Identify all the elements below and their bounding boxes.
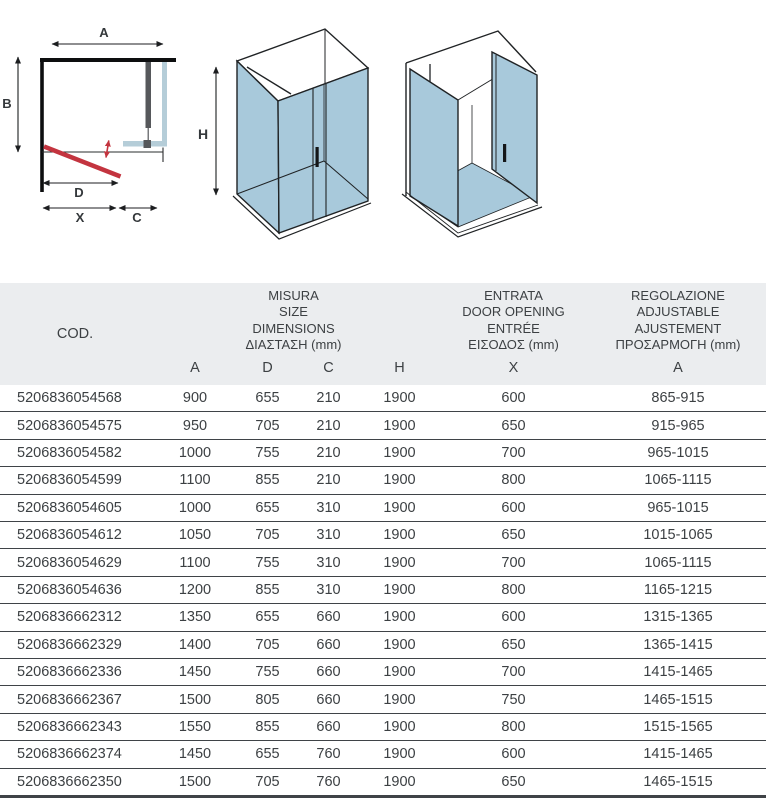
cell-value: 1900 — [383, 417, 416, 434]
plan-open-door-red — [44, 147, 121, 177]
cell-value: 210 — [316, 445, 341, 462]
cell-value: 1900 — [383, 691, 416, 708]
table-row — [0, 577, 766, 604]
dimension-a-label: A — [99, 25, 109, 40]
table-row — [0, 714, 766, 741]
plan-fixed-panel-vertical — [162, 62, 167, 145]
cell-value: 700 — [501, 554, 526, 571]
cell-value: 760 — [316, 773, 341, 790]
cell-value: 705 — [255, 417, 280, 434]
plan-door-panel — [146, 62, 152, 128]
cell-value: 700 — [501, 445, 526, 462]
cell-value: 650 — [501, 527, 526, 544]
table-row — [0, 440, 766, 467]
cell-code: 5206836662343 — [17, 719, 122, 736]
cell-value: 1315-1365 — [643, 609, 713, 626]
cell-value: 1200 — [178, 582, 212, 599]
table-row — [0, 604, 766, 631]
cell-value: 1500 — [178, 691, 212, 708]
cell-value: 1400 — [178, 636, 212, 653]
group-header-line: MISURA — [268, 288, 319, 303]
cell-code: 5206836662374 — [17, 746, 122, 763]
cell-value: 700 — [501, 664, 526, 681]
cell-value: 1350 — [178, 609, 212, 626]
subheader-a2: A — [673, 360, 683, 376]
cell-value: 800 — [501, 719, 526, 736]
cell-value: 1500 — [178, 773, 212, 790]
cell-value: 1415-1465 — [643, 746, 713, 763]
cell-value: 805 — [255, 691, 280, 708]
cell-value: 600 — [501, 390, 526, 407]
dimension-h-label: H — [197, 126, 209, 142]
cell-value: 755 — [255, 554, 280, 571]
table-row — [0, 686, 766, 713]
cell-value: 705 — [255, 527, 280, 544]
cell-value: 855 — [255, 582, 280, 599]
dimension-x-label: X — [75, 210, 85, 225]
cell-value: 310 — [316, 527, 341, 544]
cell-value: 1900 — [383, 609, 416, 626]
cell-value: 1900 — [383, 390, 416, 407]
group-header-line: AJUSTEMENT — [634, 320, 722, 336]
plan-swing-arrow — [106, 141, 109, 158]
dimension-d-label: D — [74, 185, 84, 200]
cell-value: 655 — [255, 499, 280, 516]
cell-value: 965-1015 — [647, 445, 709, 462]
cell-value: 1450 — [178, 664, 212, 681]
cell-value: 1900 — [383, 582, 416, 599]
cell-value: 600 — [501, 746, 526, 763]
cell-value: 1165-1215 — [643, 582, 713, 599]
cell-value: 660 — [316, 609, 341, 626]
group-header-line: REGOLAZIONE — [631, 288, 725, 303]
iso-open-inner-edge — [458, 77, 496, 100]
cell-code: 5206836054636 — [17, 582, 122, 599]
cell-value: 650 — [501, 417, 526, 434]
cell-value: 950 — [182, 417, 208, 434]
column-header-cod: COD. — [56, 326, 94, 342]
cell-value: 660 — [316, 691, 341, 708]
cell-value: 755 — [255, 664, 280, 681]
dimension-c-label: C — [132, 210, 142, 225]
group-header-line: ENTRÉE — [487, 320, 540, 336]
cell-value: 1900 — [383, 746, 416, 763]
cell-value: 650 — [501, 636, 526, 653]
table-row — [0, 769, 766, 795]
cell-value: 310 — [316, 582, 341, 599]
cell-value: 1900 — [383, 719, 416, 736]
iso-closed-handle — [316, 147, 319, 167]
cell-value: 1900 — [383, 527, 416, 544]
group-header-line: DIMENSIONS — [252, 320, 335, 336]
cell-value: 1550 — [178, 719, 212, 736]
cell-value: 1900 — [383, 554, 416, 571]
cell-value: 1365-1415 — [643, 636, 713, 653]
cell-value: 800 — [501, 472, 526, 489]
group-header-line: DOOR OPENING — [462, 304, 565, 320]
cell-value: 600 — [501, 499, 526, 516]
cell-value: 660 — [316, 636, 341, 653]
table-row — [0, 741, 766, 768]
cell-value: 1900 — [383, 499, 416, 516]
group-header-line: ENTRATA — [484, 288, 543, 303]
cell-value: 660 — [316, 719, 341, 736]
cell-code: 5206836054575 — [17, 417, 122, 434]
plan-view-diagram — [2, 25, 176, 225]
cell-code: 5206836054568 — [17, 390, 122, 407]
cell-value: 1900 — [383, 664, 416, 681]
group-header-line: SIZE — [279, 304, 308, 320]
group-header-line: ΕΙΣΟΔΟΣ (mm) — [468, 337, 559, 353]
cell-value: 760 — [316, 746, 341, 763]
cell-value: 755 — [255, 445, 280, 462]
group-header-regolazione — [590, 283, 766, 357]
group-header-line: ADJUSTABLE — [636, 304, 720, 320]
iso-view-open — [402, 31, 542, 237]
technical-diagrams — [0, 0, 766, 283]
cell-value: 655 — [255, 390, 280, 407]
plan-panel-connector — [144, 140, 152, 148]
spec-table — [0, 283, 766, 798]
subheader-h: H — [394, 360, 405, 376]
cell-value: 210 — [316, 390, 341, 407]
iso-view-closed — [198, 29, 371, 239]
cell-code: 5206836662329 — [17, 636, 122, 653]
cell-value: 1900 — [383, 636, 416, 653]
cell-value: 705 — [255, 636, 280, 653]
cell-value: 1900 — [383, 472, 416, 489]
cell-value: 965-1015 — [647, 499, 709, 516]
cell-value: 705 — [255, 773, 280, 790]
group-header-entrata — [437, 283, 590, 357]
cell-code: 5206836662336 — [17, 664, 122, 681]
cell-value: 1465-1515 — [643, 773, 713, 790]
cell-value: 1015-1065 — [643, 527, 713, 544]
cell-value: 900 — [182, 390, 208, 407]
group-header-misura — [150, 283, 437, 357]
cell-value: 1900 — [383, 445, 416, 462]
table-row — [0, 632, 766, 659]
group-header-line: ΔΙΑΣΤΑΣΗ (mm) — [245, 337, 342, 353]
cell-value: 655 — [255, 746, 280, 763]
dimension-b-label: B — [2, 96, 12, 111]
table-row — [0, 467, 766, 494]
cell-value: 210 — [316, 472, 341, 489]
cell-value: 1900 — [383, 773, 416, 790]
table-row — [0, 495, 766, 522]
cell-value: 1100 — [179, 472, 211, 489]
table-body — [0, 385, 766, 798]
cell-value: 1450 — [178, 746, 212, 763]
cell-code: 5206836054629 — [17, 554, 122, 571]
cell-value: 855 — [255, 472, 280, 489]
table-row — [0, 385, 766, 412]
iso-open-side-glass — [410, 69, 458, 226]
cell-value: 1065-1115 — [644, 554, 712, 571]
cell-value: 865-915 — [651, 390, 705, 407]
cell-value: 1465-1515 — [643, 691, 713, 708]
table-row — [0, 549, 766, 576]
cell-code: 5206836054599 — [17, 472, 122, 489]
cell-value: 210 — [316, 417, 341, 434]
cell-value: 600 — [501, 609, 526, 626]
cell-value: 655 — [255, 609, 280, 626]
subheader-c: C — [323, 360, 334, 376]
cell-code: 5206836054612 — [17, 527, 122, 544]
group-header-line: ΠΡΟΣΑΡΜΟΓΗ (mm) — [615, 337, 741, 353]
cell-value: 1000 — [178, 445, 212, 462]
cell-value: 650 — [501, 773, 526, 790]
cell-value: 310 — [316, 499, 341, 516]
cell-value: 1065-1115 — [644, 472, 712, 489]
cell-value: 750 — [501, 691, 526, 708]
table-row — [0, 522, 766, 549]
table-header — [0, 283, 766, 385]
cell-value: 1415-1465 — [643, 664, 713, 681]
cell-value: 1050 — [178, 527, 212, 544]
cell-code: 5206836054605 — [17, 499, 122, 516]
table-row — [0, 659, 766, 686]
iso-open-handle — [503, 144, 506, 162]
subheader-x: X — [508, 360, 519, 376]
subheader-a: A — [190, 360, 200, 376]
table-row — [0, 412, 766, 439]
subheader-d: D — [262, 360, 273, 376]
cell-code: 5206836662350 — [17, 773, 122, 790]
cell-value: 800 — [501, 582, 526, 599]
cell-value: 660 — [316, 664, 341, 681]
cell-value: 310 — [316, 554, 341, 571]
cell-code: 5206836054582 — [17, 445, 122, 462]
cell-value: 915-965 — [651, 417, 705, 434]
cell-value: 1100 — [179, 554, 211, 571]
cell-value: 1515-1565 — [643, 719, 713, 736]
cell-code: 5206836662312 — [17, 609, 122, 626]
cell-value: 855 — [255, 719, 280, 736]
cell-value: 1000 — [178, 499, 212, 516]
cell-code: 5206836662367 — [17, 691, 122, 708]
